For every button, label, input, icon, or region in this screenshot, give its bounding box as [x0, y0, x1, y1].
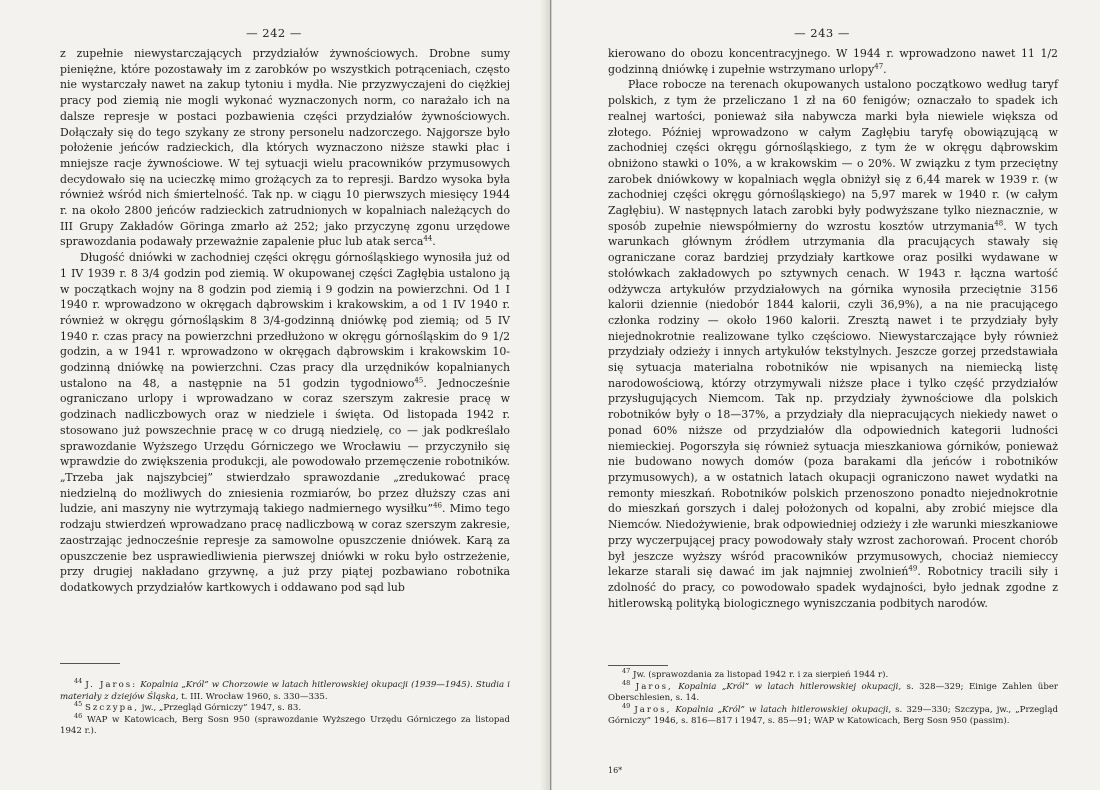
left-page	[0, 0, 548, 790]
paragraph: Płace robocze na terenach okupowanych ustalono początkowo według taryf polskich, z tym że przeliczano 1 zł na 60 fenigów; oznaczało to spadek ich realnej wartości, ponieważ siła nabywcza marki była niewiele większa od złotego. Później wprowadzono w całym Zagłębiu taryfę obowiązującą w zachodniej części okręgu górnośląskiego, z tym że w okręgu dąbrowskim obniżono stawki o 10%, a w krakowskim — o 20%. W związku z tym przeciętny zarobek dniówkowy w kopalniach węgla obniżył się z 6,44 marek w 1939 r. (w zachodniej części okręgu górnośląskiego) na 5,97 marek w 1940 r. (w całym Zagłębiu). W następnych latach zarobki były podwyższane tylko nieznacznie, w sposób zupełnie niewspółmierny do wzrostu kosztów utrzymania$^{48}$. W tych warunkach głównym źródłem utrzymania dla pracujących stawały się ograniczane coraz bardziej przydziały kartkowe oraz posiłki wydawane w stołówkach zakładowych po sztywnych cenach. W 1943 r. łączna wartość odżywcza artykułów przydziałowych na górnika wynosiła przeciętnie 3156 kalorii dziennie (niedobór 1844 kalorii, czyli 36,9%), a na nie pracującego członka rodziny — około 1960 kalorii. Zresztą nawet i te przydziały były niejednokrotnie realizowane tylko częściowo. Niewystarczające były również przydziały odzieży i innych artykułów tekstylnych. Jeszcze gorzej przedstawiała się sytuacja materialna robotników nie wpisanych na niemiecką listę narodowościową, którzy otrzymywali niższe płace i tylko część przydziałów przysługujących Niemcom. Tak np. przydziały żywnościowe dla polskich robotników były o 18—37%, a przydziały dla niepracujących niekiedy nawet o ponad 60% niższe od przydziałów dla odpowiednich kategorii ludności niemieckiej. Pogorszyła się również sytuacja mieszkaniowa górników, ponieważ nie budowano nowych domów (poza barakami dla jeńców i robotników przymusowych), a w ostatnich latach okupacji ograniczono nawet wydatki na remonty mieszkań. Robotników polskich przenoszono ponadto niejednokrotnie do mieszkań gorszych i dalej położonych od kopalni, aby zrobić miejsce dla Niemców. Niedożywienie, brak odpowiedniej odzieży i złe warunki mieszkaniowe przy wyczerpującej pracy powodowały stały wzrost zachorowań. Procent chorób był jeszcze wyższy wśród pracowników przymusowych, chociaż niemieccy lekarze starali się dawać im jak najmniej zwolnień$^{49}$. Robotnicy tracili siły i zdolność do pracy, co powodowało spadek wydajności, było jednak zgodne z hitlerowską polityką biologicznego wyniszczania podbitych narodów.	[608, 78, 1058, 610]
footnote: $^{48}$ Jaros, Kopalnia „Król” w latach hitlerowskiej okupacji, s. 328—329; Einige Zahlen über Oberschlesien, s. 14.	[608, 678, 1059, 704]
footnote-ref[interactable]: 49	[908, 564, 918, 573]
footnote: $^{47}$ Jw. (sprawozdania za listopad 1942 r. i za sierpień 1944 r).	[622, 667, 889, 680]
footnotes	[60, 677, 511, 738]
footnote: $^{46}$ WAP w Katowicach, Berg Sosn 950 (sprawozdanie Wyższego Urzędu Górniczego za listopad 1942 r.).	[60, 711, 511, 737]
footnote-ref[interactable]: 48	[994, 219, 1004, 228]
footnote-ref[interactable]: 46	[433, 501, 442, 510]
page-number: — 242 —	[246, 26, 302, 40]
paragraph: kierowano do obozu koncentracyjnego. W 1944 r. wprowadzono nawet 11 1/2 godzinną dniówkę i zupełnie wstrzymano urlopy$^{47}$.	[608, 47, 1058, 76]
signature-mark: 16*	[608, 766, 623, 775]
right-page	[552, 0, 1100, 790]
paragraph: Długość dniówki w zachodniej części okręgu górnośląskiego wynosiła już od 1 IV 1939 r. 8 3/4 godzin pod ziemią. W okupowanej części Zagłębia ustalono ją w początkach wojny na 8 godzin pod ziemią i 9 godzin na powierzchni. Od 1 I 1940 r. wprowadzono w okręgach dąbrowskim i krakowskim, a od 1 IV 1940 r. również w okręgu górnośląskim 8 3/4-godzinną dniówkę pod ziemią; od 5 IV 1940 r. czas pracy na powierzchni przedłużono w okręgu górnośląskim do 9 1/2 godzin, a w 1941 r. wprowadzono w okręgach dąbrowskim i krakowskim 10-godzinną dniówkę na powierzchni. Czas pracy dla urzędników kopalnianych ustalono na 48, a następnie na 51 godzin tygodniowo$^{45}$. Jednocześnie ograniczano urlopy i wprowadzano w coraz szerszym zakresie pracę w godzinach nadliczbowych oraz w niedziele i święta. Od listopada 1942 r. stosowano już powszechnie pracę w co drugą niedzielę, co — jak podkreślało sprawozdanie Wyższego Urzędu Górniczego we Wrocławiu — przyczyniło się wprawdzie do zwiększenia produkcji, ale powodowało przemęczenie robotników. „Trzeba jak najszybciej” stwierdzało sprawozdanie „zredukować pracę niedzielną do możliwych do zniesienia rozmiarów, bo przez dłuższy czas ani ludzie, ani maszyny nie wytrzymają takiego nadmiernego wysiłku”$^{46}$. Mimo tego rodzaju stwierdzeń wprowadzano pracę nadliczbową w coraz szerszym zakresie, zaostrzając jednocześnie represje za samowolne opuszczenie dniówek. Karą za opuszczenie bez usprawiedliwienia pierwszej dniówki w roku było ostrzeżenie, przy drugiej nakładano grzywnę, a już przy piątej pozbawiano robotnika dodatkowych przydziałów kartkowych i oddawano pod sąd lub	[60, 251, 510, 594]
footnote: $^{49}$ Jaros, Kopalnia „Król” w latach hitlerowskiej okupacji, s. 329—330; Szczypa, jw., „Przegląd Górniczy” 1946, s. 816—817 i 1947, s. 85—91; WAP w Katowicach, Berg Sosn 950 (passim).	[608, 701, 1059, 727]
footnote-divider	[60, 663, 120, 664]
footnotes	[608, 667, 1059, 728]
paragraph: z zupełnie niewystarczających przydziałów żywnościowych. Drobne sumy pieniężne, które pozostawały im z zarobków po wszystkich potrąceniach, często nie wystarczały nawet na zakup tytoniu i mydła. Nie przyzwyczajeni do ciężkiej pracy pod ziemią nie mogli wykonać wyznaczonych norm, co narażało ich na dalsze represje w postaci pozbawienia części przydziałów żywnościowych. Dołączały się do tego szykany ze strony personelu nadzorczego. Najgorsze było położenie jeńców radzieckich, dla których wyznaczono niższe stawki płac i mniejsze racje żywnościowe. W tej sytuacji wielu pracowników przymusowych decydowało się na ucieczkę mimo grożących za to represji. Bardzo wysoka była również wśród nich śmiertelność. Tak np. w ciągu 10 pierwszych miesięcy 1944 r. na około 2800 jeńców radzieckich zatrudnionych w kopalniach należących do III Grupy Zakładów Göringa zmarło aż 252; jako przyczynę zgonu urzędowe sprawozdania podawały przeważnie zapalenie płuc lub atak serca$^{44}$.	[60, 47, 510, 249]
footnote-ref[interactable]: 44	[423, 234, 433, 243]
body-text	[608, 46, 1058, 611]
footnote-divider	[608, 665, 668, 666]
body-text	[60, 46, 510, 596]
footnote: $^{44}$ J. Jaros: Kopalnia „Król” w Chorzowie w latach hitlerowskiej okupacji (1939—1945). Studia i materiały z dziejów Śląska, t. III. Wrocław 1960, s. 330—335.	[60, 677, 510, 702]
footnote-ref[interactable]: 47	[874, 62, 884, 71]
footnote-ref[interactable]: 45	[414, 376, 424, 385]
footnote: $^{45}$ Szczypa, jw., „Przegląd Górniczy” 1947, s. 83.	[74, 700, 302, 714]
page-number: — 243 —	[794, 26, 850, 40]
